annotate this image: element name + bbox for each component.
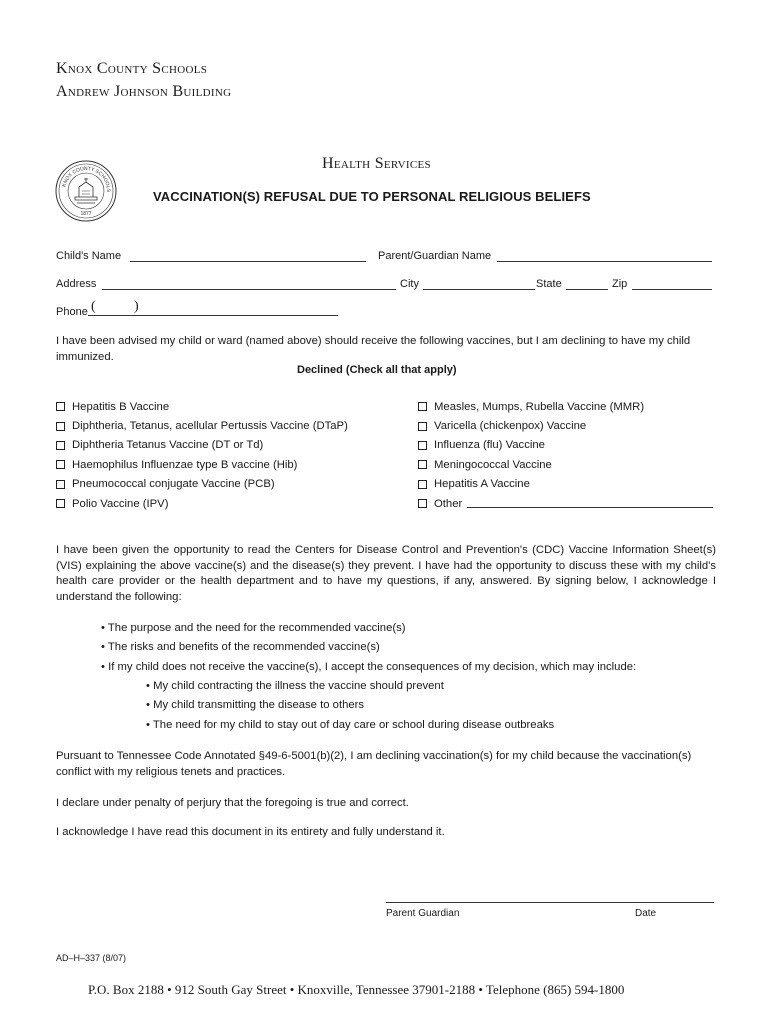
checkbox[interactable] bbox=[418, 499, 427, 508]
vaccine-option[interactable]: Varicella (chickenpox) Vaccine bbox=[418, 416, 644, 435]
signature-line[interactable] bbox=[386, 902, 714, 903]
state-field[interactable] bbox=[566, 279, 608, 290]
vis-paragraph: I have been given the opportunity to read the Centers for Disease Control and Prevention's (CDC) Vaccine Information Sheet(s) (VIS) explaining the above vaccine(s) and the disease(s) they prevent. I have had the opportunity to discuss these with my child's health care provider or the health department and to have my questions, if any, answered. By signing below, I acknowledge I understand the following: bbox=[56, 544, 716, 603]
bullet-item: • The risks and benefits of the recommended vaccine(s) bbox=[101, 641, 380, 653]
form-title: VACCINATION(S) REFUSAL DUE TO PERSONAL RELIGIOUS BELIEFS bbox=[153, 189, 591, 204]
school-seal-icon bbox=[55, 160, 117, 222]
date-label: Date bbox=[635, 908, 657, 919]
footer-contact: P.O. Box 2188 • 912 South Gay Street • Knoxville, Tennessee 37901-2188 • Telephone (865) 594-1800 bbox=[88, 982, 625, 997]
vaccine-option[interactable]: Measles, Mumps, Rubella Vaccine (MMR) bbox=[418, 397, 644, 416]
vaccine-option[interactable]: Meningococcal Vaccine bbox=[418, 455, 644, 474]
bullet-item: • If my child does not receive the vaccine(s), I accept the consequences of my decision, which may include: bbox=[101, 661, 637, 673]
building-name: Andrew Johnson Building bbox=[56, 83, 232, 100]
checkbox[interactable] bbox=[56, 441, 65, 450]
vaccine-list-left bbox=[56, 397, 348, 513]
parent-name-label: Parent/Guardian Name bbox=[378, 250, 492, 262]
parent-name-field[interactable] bbox=[497, 251, 712, 262]
acknowledge-statement: I acknowledge I have read this document in its entirety and fully understand it. bbox=[56, 826, 445, 838]
seal-year: 1877 bbox=[80, 211, 92, 217]
org-name: Knox County Schools bbox=[56, 60, 208, 77]
city-label: City bbox=[400, 278, 419, 290]
checkbox[interactable] bbox=[56, 480, 65, 489]
sub-bullet-item: • My child transmitting the disease to others bbox=[146, 699, 365, 711]
form-code: AD–H–337 (8/07) bbox=[56, 953, 127, 963]
vaccine-option[interactable]: Hepatitis B Vaccine bbox=[56, 397, 348, 416]
declined-heading: Declined (Check all that apply) bbox=[297, 364, 457, 376]
vaccine-option[interactable]: Hepatitis A Vaccine bbox=[418, 475, 644, 494]
state-label: State bbox=[536, 278, 562, 290]
vaccine-option[interactable]: Diphtheria Tetanus Vaccine (DT or Td) bbox=[56, 436, 348, 455]
vaccine-list-right bbox=[418, 397, 644, 513]
vaccine-option[interactable]: Diphtheria, Tetanus, acellular Pertussis Vaccine (DTaP) bbox=[56, 416, 348, 435]
city-field[interactable] bbox=[423, 279, 535, 290]
parent-guardian-label: Parent Guardian bbox=[386, 908, 460, 919]
phone-area-close: ) bbox=[134, 299, 139, 314]
vaccine-option-other[interactable]: Other bbox=[418, 494, 644, 513]
phone-field[interactable] bbox=[88, 305, 338, 316]
zip-field[interactable] bbox=[632, 279, 712, 290]
child-name-label: Child's Name bbox=[56, 250, 122, 262]
checkbox[interactable] bbox=[56, 402, 65, 411]
sub-bullet-item: • The need for my child to stay out of day care or school during disease outbreaks bbox=[146, 719, 555, 731]
child-name-field[interactable] bbox=[130, 251, 366, 262]
checkbox[interactable] bbox=[418, 422, 427, 431]
perjury-statement: I declare under penalty of perjury that the foregoing is true and correct. bbox=[56, 797, 409, 809]
vaccine-option[interactable]: Haemophilus Influenzae type B vaccine (Hib) bbox=[56, 455, 348, 474]
vaccine-option[interactable]: Polio Vaccine (IPV) bbox=[56, 494, 348, 513]
phone-label: Phone bbox=[56, 306, 88, 318]
address-label: Address bbox=[56, 278, 97, 290]
checkbox[interactable] bbox=[56, 460, 65, 469]
phone-area-open: ( bbox=[91, 299, 96, 314]
bullet-item: • The purpose and the need for the recommended vaccine(s) bbox=[101, 622, 406, 634]
department-title: Health Services bbox=[322, 155, 431, 172]
other-vaccine-field[interactable] bbox=[467, 497, 713, 508]
checkbox[interactable] bbox=[56, 422, 65, 431]
checkbox[interactable] bbox=[418, 460, 427, 469]
checkbox[interactable] bbox=[418, 402, 427, 411]
zip-label: Zip bbox=[612, 278, 628, 290]
pursuant-paragraph: Pursuant to Tennessee Code Annotated §49-6-5001(b)(2), I am declining vaccination(s) for my child because the vaccination(s) conflict with my religious tenets and practices. bbox=[56, 750, 692, 778]
vaccine-option[interactable]: Influenza (flu) Vaccine bbox=[418, 436, 644, 455]
checkbox[interactable] bbox=[418, 480, 427, 489]
checkbox[interactable] bbox=[418, 441, 427, 450]
checkbox[interactable] bbox=[56, 499, 65, 508]
sub-bullet-item: • My child contracting the illness the vaccine should prevent bbox=[146, 680, 444, 692]
intro-paragraph: I have been advised my child or ward (named above) should receive the following vaccines, but I am declining to have my child immunized. bbox=[56, 335, 691, 363]
vaccine-option[interactable]: Pneumococcal conjugate Vaccine (PCB) bbox=[56, 475, 348, 494]
address-field[interactable] bbox=[102, 279, 396, 290]
seal-top-text: KNOX COUNTY SCHOOLS bbox=[61, 165, 112, 193]
